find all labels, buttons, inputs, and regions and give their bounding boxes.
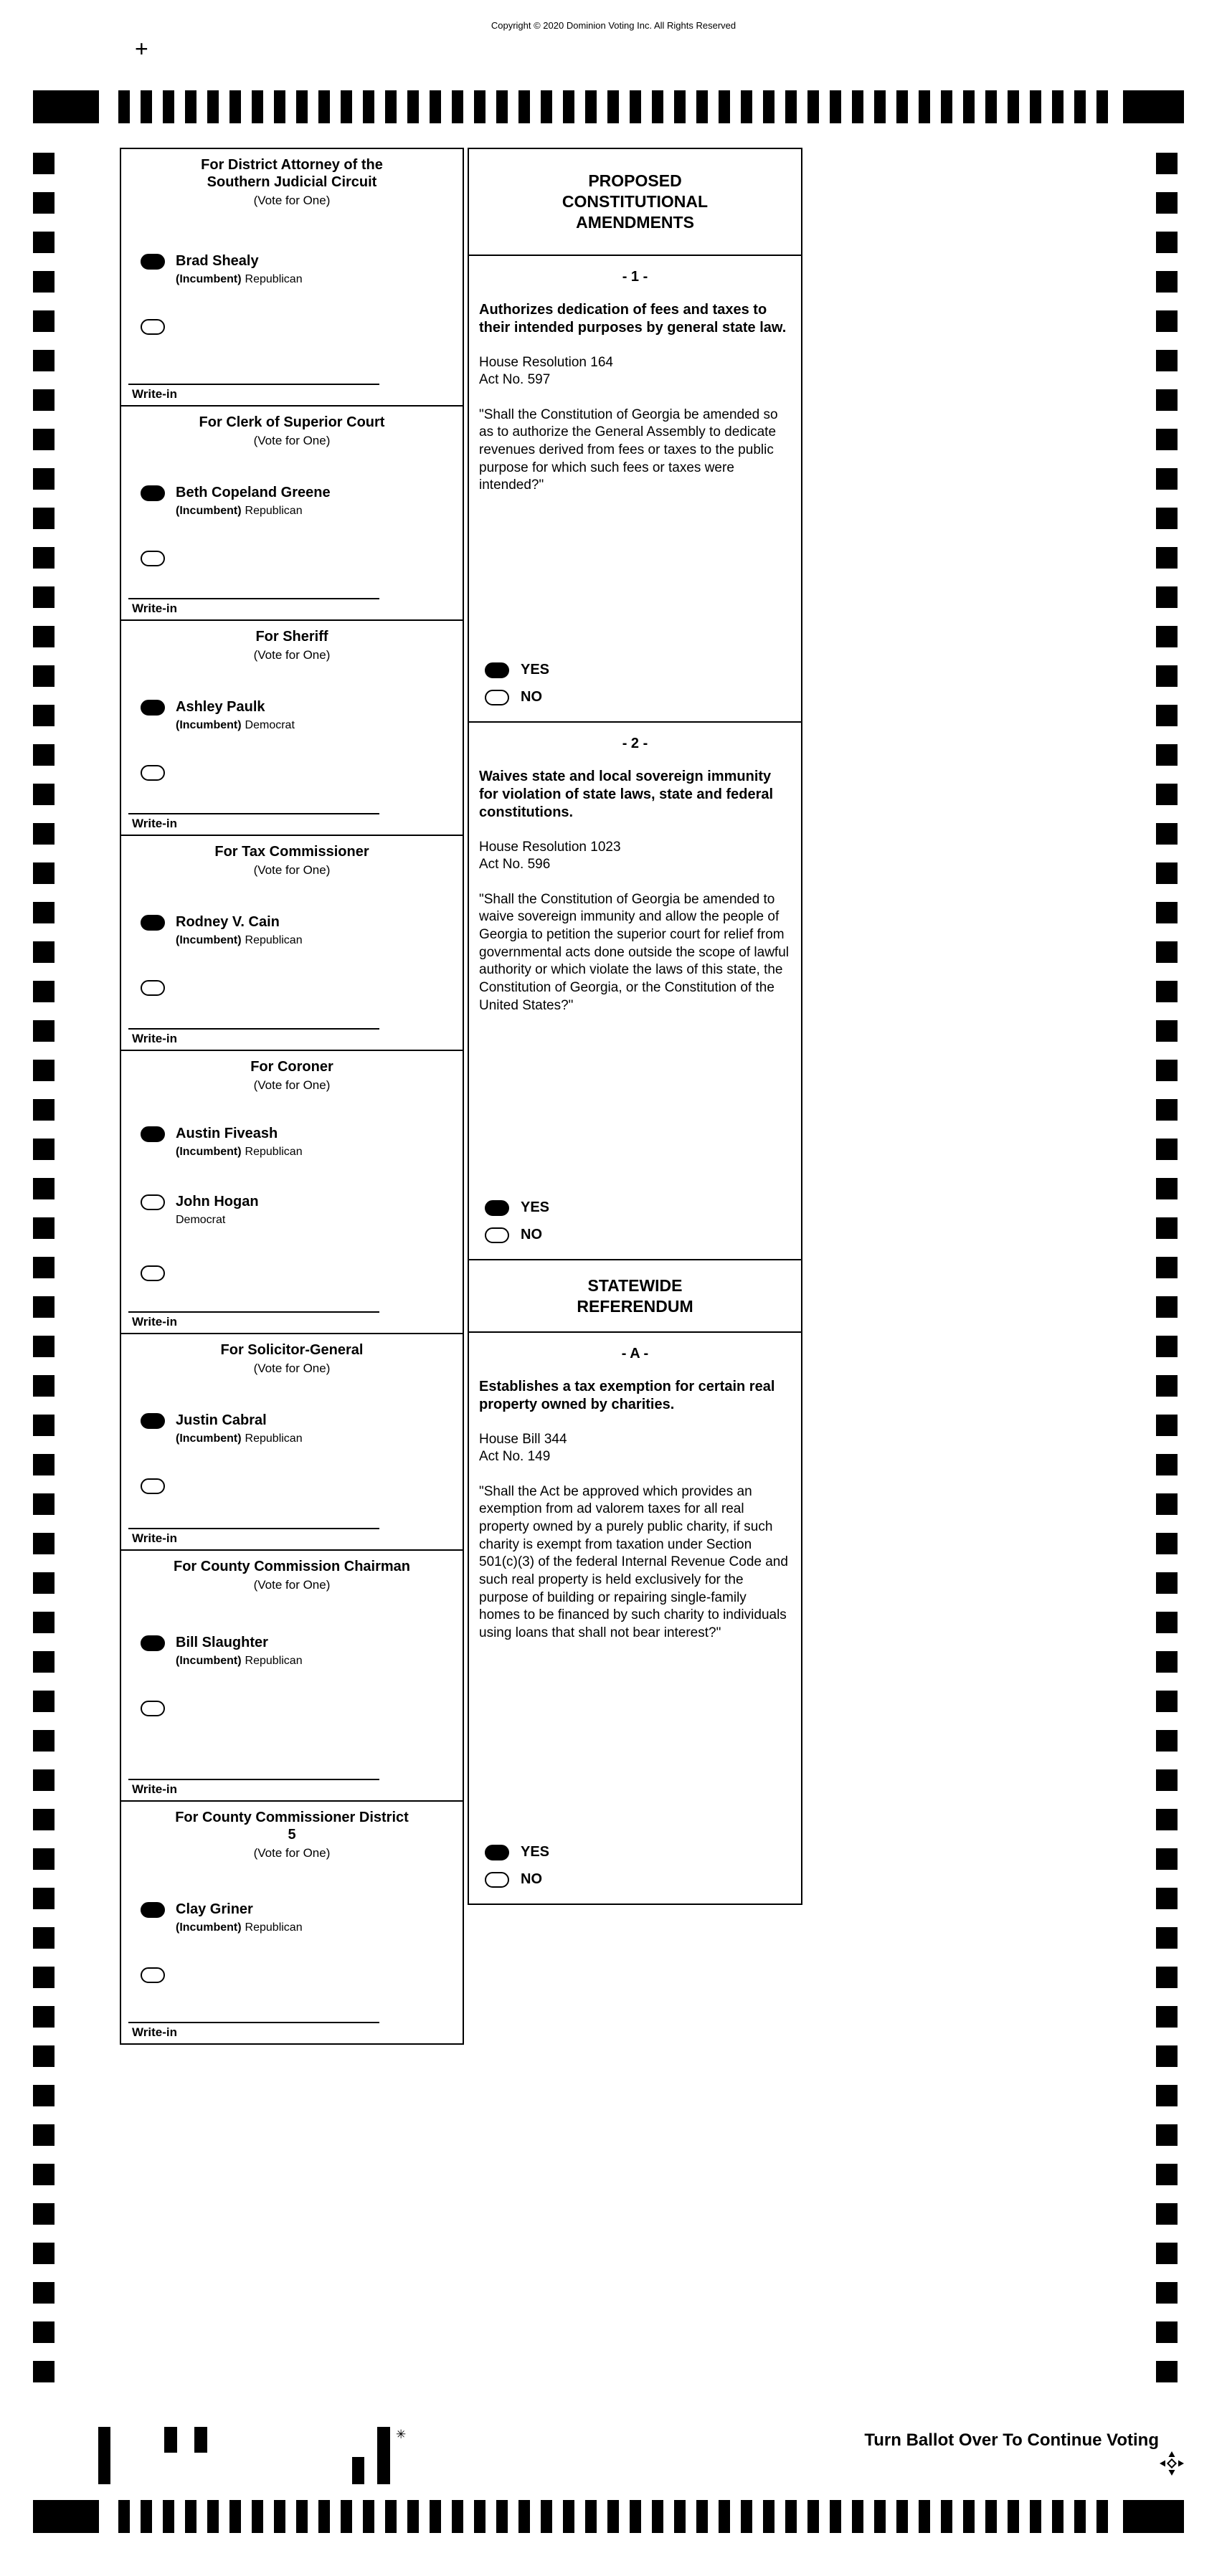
timing-mark-bar — [377, 2427, 390, 2484]
measure-amendment-1 — [469, 256, 801, 723]
candidate-row — [121, 1125, 463, 1159]
contest-title: For County Commissioner District 5 — [175, 1810, 409, 1843]
timing-block-right — [1123, 90, 1184, 123]
yes-label: YES — [521, 1844, 550, 1860]
candidate-incumbent: (Incumbent) — [176, 505, 242, 517]
timing-ticks — [118, 2500, 1115, 2533]
writein-area — [128, 1311, 379, 1329]
write-in-line[interactable] — [128, 813, 379, 816]
write-in-label: Write-in — [132, 1782, 177, 1796]
vote-bubble-filled[interactable] — [141, 1413, 165, 1429]
candidate-incumbent: (Incumbent) — [176, 719, 242, 731]
measure-reference — [479, 839, 791, 874]
measure-question: "Shall the Act be approved which provides an exemption from ad valorem taxes for all real property owned by a purely public charity, if such charity is exempt from taxation under Section 501(c)(3) of the federal Internal Revenue Code and such real property is held exclusively for the purpose of building or repairing single-family homes to be financed by such charity to individuals using loans that shall not bear interest?" — [479, 1483, 788, 1641]
contest-coroner — [121, 1051, 463, 1334]
yes-bubble-filled[interactable] — [485, 1845, 509, 1860]
vote-for-instruction: (Vote for One) — [253, 1361, 331, 1375]
referendum-header — [469, 1260, 801, 1333]
candidate-name: Justin Cabral — [176, 1412, 267, 1428]
measure-number: - 1 - — [622, 269, 648, 285]
no-choice-row — [485, 689, 549, 705]
no-label: NO — [521, 1871, 542, 1887]
contest-tax-commissioner — [121, 836, 463, 1051]
yes-bubble-filled[interactable] — [485, 662, 509, 678]
writein-area — [128, 1528, 379, 1546]
vote-for-instruction: (Vote for One) — [253, 434, 331, 447]
contest-title: For Sheriff — [255, 629, 328, 645]
contest-sheriff — [121, 621, 463, 836]
candidate-name: Rodney V. Cain — [176, 914, 280, 930]
write-in-label: Write-in — [132, 817, 177, 830]
contest-title: For Tax Commissioner — [214, 844, 369, 860]
measure-reference — [479, 354, 791, 389]
measure-referendum-a — [469, 1333, 801, 1904]
vote-for-instruction: (Vote for One) — [253, 1846, 331, 1860]
candidate-party: Republican — [245, 505, 303, 517]
vote-for-instruction: (Vote for One) — [253, 863, 331, 877]
timing-mark-bar — [194, 2427, 207, 2453]
vote-bubble-empty[interactable] — [141, 1967, 165, 1983]
write-in-label: Write-in — [132, 1531, 177, 1545]
measure-choices — [485, 651, 549, 705]
candidate-row — [121, 1901, 463, 1934]
writein-area — [128, 1028, 379, 1046]
measure-number: - 2 - — [622, 736, 648, 751]
no-label: NO — [521, 1227, 542, 1242]
candidate-incumbent: (Incumbent) — [176, 1921, 242, 1934]
amendments-header-text: PROPOSED CONSTITUTIONAL AMENDMENTS — [562, 171, 709, 232]
vote-bubble-filled[interactable] — [141, 700, 165, 716]
timing-mark-bar — [352, 2457, 364, 2484]
write-in-label: Write-in — [132, 1315, 177, 1329]
vote-for-instruction: (Vote for One) — [253, 1078, 331, 1092]
candidate-row — [121, 1634, 463, 1668]
yes-bubble-filled[interactable] — [485, 1200, 509, 1216]
contest-county-commission-chairman — [121, 1551, 463, 1802]
write-in-label: Write-in — [132, 2025, 177, 2039]
star-registration-mark: ✳ — [396, 2428, 407, 2441]
vote-bubble-empty[interactable] — [141, 1194, 165, 1210]
candidate-name: Brad Shealy — [176, 253, 259, 269]
candidate-party: Republican — [245, 273, 303, 285]
measure-ref-line1: House Resolution 164 — [479, 355, 613, 370]
vote-bubble-filled[interactable] — [141, 1902, 165, 1918]
write-in-line[interactable] — [128, 1028, 379, 1031]
vote-bubble-filled[interactable] — [141, 485, 165, 501]
no-choice-row — [485, 1871, 549, 1888]
measure-ref-line2: Act No. 149 — [479, 1449, 551, 1465]
candidate-name: Bill Slaughter — [176, 1635, 268, 1650]
contests-column — [120, 148, 464, 2045]
writein-area — [128, 384, 379, 401]
measure-amendment-2 — [469, 723, 801, 1260]
referendum-header-text: STATEWIDE REFERENDUM — [577, 1275, 693, 1316]
vote-bubble-empty[interactable] — [141, 1478, 165, 1494]
measure-question: "Shall the Constitution of Georgia be amended to waive sovereign immunity and allow the people of Georgia to petition the superior court for relief from governmental acts done outside the scope of lawful authority or which violate the laws of this state, the Constitution of Georgia, or the Constitution of the United States?" — [479, 891, 789, 1013]
writein-bubble-row — [121, 1478, 463, 1498]
writein-area — [128, 1779, 379, 1797]
left-timing-column — [33, 153, 55, 2382]
no-bubble-empty[interactable] — [485, 1227, 509, 1243]
move-crosshair-icon — [1159, 2451, 1185, 2480]
no-label: NO — [521, 689, 542, 705]
vote-bubble-filled[interactable] — [141, 1635, 165, 1651]
timing-mark-bar — [164, 2427, 177, 2453]
candidate-incumbent: (Incumbent) — [176, 1146, 242, 1158]
measure-choices — [485, 1833, 549, 1888]
top-timing-band — [0, 90, 1227, 123]
write-in-line[interactable] — [128, 2022, 379, 2025]
timing-block-left — [33, 90, 99, 123]
timing-mark-bar — [98, 2427, 110, 2484]
candidate-row — [121, 1193, 463, 1227]
candidate-party: Republican — [245, 934, 303, 946]
measure-choices — [485, 1189, 549, 1243]
vote-bubble-empty[interactable] — [141, 1265, 165, 1281]
bottom-timing-band — [0, 2500, 1227, 2533]
writein-bubble-row — [121, 980, 463, 999]
candidate-row — [121, 484, 463, 518]
vote-bubble-empty[interactable] — [141, 765, 165, 781]
writein-area — [128, 2022, 379, 2040]
candidate-incumbent: (Incumbent) — [176, 273, 242, 285]
candidate-row — [121, 913, 463, 947]
vote-bubble-empty[interactable] — [141, 1701, 165, 1716]
right-timing-column — [1156, 153, 1178, 2382]
measure-summary: Authorizes dedication of fees and taxes to their intended purposes by general state law. — [479, 302, 787, 336]
candidate-name: John Hogan — [176, 1194, 259, 1209]
writein-bubble-row — [121, 319, 463, 338]
candidate-row — [121, 1412, 463, 1445]
contest-title: For Clerk of Superior Court — [199, 414, 385, 430]
vote-bubble-filled[interactable] — [141, 915, 165, 931]
yes-choice-row — [485, 662, 549, 678]
no-bubble-empty[interactable] — [485, 690, 509, 705]
candidate-party: Republican — [245, 1146, 303, 1158]
write-in-line[interactable] — [128, 1528, 379, 1531]
timing-block-right — [1123, 2500, 1184, 2533]
contest-title: For Solicitor-General — [220, 1342, 364, 1358]
copyright-text: Copyright © 2020 Dominion Voting Inc. All Rights Reserved — [491, 20, 736, 31]
yes-choice-row — [485, 1844, 549, 1860]
yes-label: YES — [521, 1199, 550, 1215]
candidate-row — [121, 698, 463, 732]
yes-label: YES — [521, 662, 550, 678]
vote-bubble-filled[interactable] — [141, 1126, 165, 1142]
measure-ref-line2: Act No. 597 — [479, 372, 551, 388]
write-in-line[interactable] — [128, 1779, 379, 1782]
writein-area — [128, 813, 379, 831]
candidate-incumbent: (Incumbent) — [176, 1432, 242, 1445]
timing-block-left — [33, 2500, 99, 2533]
contest-solicitor-general — [121, 1334, 463, 1551]
vote-bubble-empty[interactable] — [141, 319, 165, 335]
candidate-party: Democrat — [176, 1214, 226, 1226]
yes-choice-row — [485, 1199, 549, 1216]
contest-county-commissioner-district-5 — [121, 1802, 463, 2043]
contest-district-attorney — [121, 149, 463, 407]
measure-number: - A - — [621, 1346, 649, 1361]
write-in-line[interactable] — [128, 384, 379, 386]
no-choice-row — [485, 1227, 549, 1243]
write-in-line[interactable] — [128, 1311, 379, 1314]
candidate-incumbent: (Incumbent) — [176, 1655, 242, 1667]
vote-for-instruction: (Vote for One) — [253, 648, 331, 662]
vote-for-instruction: (Vote for One) — [253, 194, 331, 207]
candidate-party: Republican — [245, 1655, 303, 1667]
measure-ref-line1: House Bill 344 — [479, 1432, 567, 1447]
vote-bubble-empty[interactable] — [141, 551, 165, 566]
candidate-name: Ashley Paulk — [176, 699, 265, 715]
contest-clerk-superior-court — [121, 407, 463, 621]
write-in-label: Write-in — [132, 387, 177, 401]
candidate-row — [121, 252, 463, 286]
write-in-line[interactable] — [128, 598, 379, 601]
measures-column — [468, 148, 802, 1905]
candidate-name: Beth Copeland Greene — [176, 485, 331, 500]
candidate-name: Austin Fiveash — [176, 1126, 278, 1141]
contest-title: For District Attorney of the Southern Judicial Circuit — [201, 157, 383, 190]
writein-area — [128, 598, 379, 616]
writein-bubble-row — [121, 1967, 463, 1987]
candidate-party: Democrat — [245, 719, 295, 731]
contest-title: For Coroner — [250, 1059, 333, 1075]
candidate-name: Clay Griner — [176, 1901, 253, 1917]
vote-bubble-empty[interactable] — [141, 980, 165, 996]
writein-bubble-row — [121, 551, 463, 570]
writein-bubble-row — [121, 765, 463, 784]
turn-ballot-over-text: Turn Ballot Over To Continue Voting — [864, 2430, 1159, 2450]
candidate-incumbent: (Incumbent) — [176, 934, 242, 946]
no-bubble-empty[interactable] — [485, 1872, 509, 1888]
measure-summary: Establishes a tax exemption for certain real property owned by charities. — [479, 1379, 775, 1412]
measure-reference — [479, 1431, 791, 1466]
timing-ticks — [118, 90, 1115, 123]
candidate-party: Republican — [245, 1432, 303, 1445]
vote-for-instruction: (Vote for One) — [253, 1578, 331, 1592]
contest-title: For County Commission Chairman — [173, 1559, 411, 1574]
measure-ref-line1: House Resolution 1023 — [479, 840, 621, 855]
writein-bubble-row — [121, 1701, 463, 1720]
amendments-header — [469, 149, 801, 256]
measure-summary: Waives state and local sovereign immunity for violation of state laws, state and federal constitutions. — [479, 769, 774, 820]
plus-registration-mark: + — [135, 36, 148, 62]
write-in-label: Write-in — [132, 602, 177, 615]
writein-bubble-row — [121, 1265, 463, 1285]
write-in-label: Write-in — [132, 1032, 177, 1045]
measure-question: "Shall the Constitution of Georgia be amended so as to authorize the General Assembly to dedicate revenues derived from fees or taxes to the public purpose for which such fees or taxes were intended?" — [479, 407, 778, 493]
measure-ref-line2: Act No. 596 — [479, 857, 551, 873]
candidate-party: Republican — [245, 1921, 303, 1934]
vote-bubble-filled[interactable] — [141, 254, 165, 270]
